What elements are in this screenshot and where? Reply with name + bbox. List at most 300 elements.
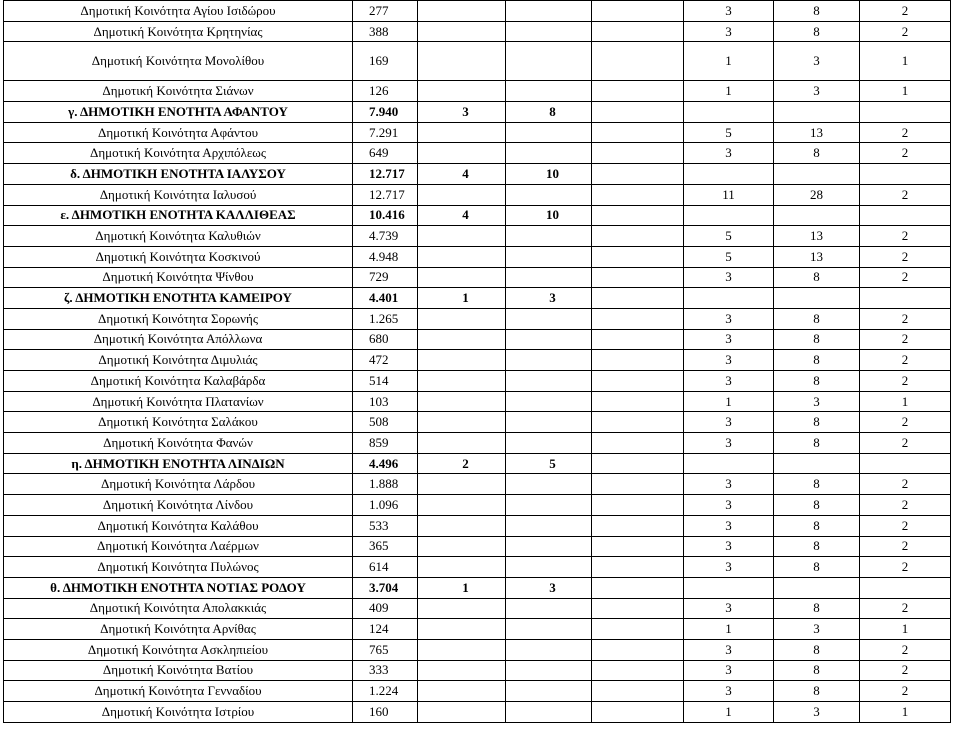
council-seats-cell — [418, 681, 506, 702]
community-seats-cell: 5 — [684, 122, 774, 143]
community-members-cell: 3 — [774, 702, 860, 723]
population-cell: 7.291 — [353, 122, 418, 143]
municipal-unit-row — [4, 164, 951, 185]
name-cell: Δημοτική Κοινότητα Καλαβάρδα — [4, 371, 353, 392]
council-members-cell — [506, 474, 592, 495]
community-members-cell: 8 — [774, 681, 860, 702]
community-members-cell: 8 — [774, 515, 860, 536]
name-cell: Δημοτική Κοινότητα Απολακκιάς — [4, 598, 353, 619]
community-members-cell — [774, 577, 860, 598]
community-seats-cell: 3 — [684, 639, 774, 660]
community-reps-cell: 1 — [860, 619, 951, 640]
council-seats-cell — [418, 122, 506, 143]
community-seats-cell: 11 — [684, 184, 774, 205]
council-members-cell — [506, 308, 592, 329]
community-seats-cell — [684, 453, 774, 474]
name-cell: Δημοτική Κοινότητα Πλατανίων — [4, 391, 353, 412]
name-cell: Δημοτική Κοινότητα Μονολίθου — [4, 42, 353, 81]
council-seats-cell — [418, 495, 506, 516]
community-reps-cell: 2 — [860, 515, 951, 536]
council-members-cell — [506, 515, 592, 536]
community-row — [4, 42, 951, 81]
name-cell: ε. ΔΗΜΟΤΙΚΗ ΕΝΟΤΗΤΑ ΚΑΛΛΙΘΕΑΣ — [4, 205, 353, 226]
community-seats-cell: 3 — [684, 557, 774, 578]
council-seats-cell — [418, 143, 506, 164]
council-members-cell: 5 — [506, 453, 592, 474]
council-members-cell — [506, 702, 592, 723]
community-reps-cell: 2 — [860, 21, 951, 42]
community-seats-cell: 1 — [684, 81, 774, 102]
empty-cell — [592, 495, 684, 516]
community-seats-cell: 1 — [684, 391, 774, 412]
council-seats-cell: 4 — [418, 164, 506, 185]
community-row — [4, 536, 951, 557]
community-reps-cell: 2 — [860, 433, 951, 454]
community-members-cell — [774, 164, 860, 185]
population-cell: 1.265 — [353, 308, 418, 329]
community-seats-cell: 3 — [684, 412, 774, 433]
community-row — [4, 184, 951, 205]
council-members-cell — [506, 143, 592, 164]
council-members-cell — [506, 329, 592, 350]
population-cell: 7.940 — [353, 102, 418, 123]
community-row — [4, 639, 951, 660]
name-cell: Δημοτική Κοινότητα Αρχιπόλεως — [4, 143, 353, 164]
empty-cell — [592, 350, 684, 371]
name-cell: Δημοτική Κοινότητα Καλυθιών — [4, 226, 353, 247]
community-members-cell: 3 — [774, 619, 860, 640]
council-seats-cell — [418, 308, 506, 329]
community-seats-cell: 1 — [684, 42, 774, 81]
community-seats-cell: 3 — [684, 308, 774, 329]
name-cell: Δημοτική Κοινότητα Καλάθου — [4, 515, 353, 536]
community-seats-cell: 3 — [684, 495, 774, 516]
council-members-cell — [506, 433, 592, 454]
population-cell: 388 — [353, 21, 418, 42]
empty-cell — [592, 577, 684, 598]
community-seats-cell: 3 — [684, 1, 774, 22]
community-seats-cell: 3 — [684, 474, 774, 495]
council-seats-cell — [418, 371, 506, 392]
community-seats-cell: 3 — [684, 536, 774, 557]
community-reps-cell: 1 — [860, 391, 951, 412]
council-members-cell — [506, 660, 592, 681]
population-cell: 365 — [353, 536, 418, 557]
community-row — [4, 681, 951, 702]
council-members-cell — [506, 42, 592, 81]
community-members-cell: 8 — [774, 474, 860, 495]
empty-cell — [592, 143, 684, 164]
name-cell: θ. ΔΗΜΟΤΙΚΗ ΕΝΟΤΗΤΑ ΝΟΤΙΑΣ ΡΟΔΟΥ — [4, 577, 353, 598]
population-cell: 169 — [353, 42, 418, 81]
community-reps-cell: 1 — [860, 702, 951, 723]
council-seats-cell: 1 — [418, 577, 506, 598]
empty-cell — [592, 453, 684, 474]
name-cell: Δημοτική Κοινότητα Κρητηνίας — [4, 21, 353, 42]
empty-cell — [592, 205, 684, 226]
community-members-cell: 13 — [774, 122, 860, 143]
empty-cell — [592, 102, 684, 123]
community-members-cell: 13 — [774, 246, 860, 267]
community-members-cell: 3 — [774, 391, 860, 412]
population-cell: 533 — [353, 515, 418, 536]
council-seats-cell: 1 — [418, 288, 506, 309]
community-reps-cell: 2 — [860, 681, 951, 702]
community-row — [4, 143, 951, 164]
population-cell: 1.888 — [353, 474, 418, 495]
empty-cell — [592, 639, 684, 660]
community-reps-cell: 2 — [860, 371, 951, 392]
council-seats-cell — [418, 391, 506, 412]
community-row — [4, 660, 951, 681]
empty-cell — [592, 681, 684, 702]
council-seats-cell — [418, 619, 506, 640]
name-cell: Δημοτική Κοινότητα Αφάντου — [4, 122, 353, 143]
population-cell: 4.739 — [353, 226, 418, 247]
population-cell: 126 — [353, 81, 418, 102]
community-seats-cell: 3 — [684, 681, 774, 702]
community-reps-cell: 2 — [860, 495, 951, 516]
population-cell: 333 — [353, 660, 418, 681]
population-cell: 514 — [353, 371, 418, 392]
population-cell: 4.496 — [353, 453, 418, 474]
population-cell: 12.717 — [353, 164, 418, 185]
council-seats-cell — [418, 1, 506, 22]
community-members-cell: 8 — [774, 536, 860, 557]
community-seats-cell — [684, 288, 774, 309]
population-cell: 1.096 — [353, 495, 418, 516]
community-seats-cell — [684, 577, 774, 598]
council-members-cell: 3 — [506, 288, 592, 309]
empty-cell — [592, 371, 684, 392]
council-members-cell: 10 — [506, 205, 592, 226]
council-members-cell: 8 — [506, 102, 592, 123]
community-reps-cell: 2 — [860, 412, 951, 433]
council-members-cell — [506, 350, 592, 371]
name-cell: Δημοτική Κοινότητα Απόλλωνα — [4, 329, 353, 350]
council-members-cell: 3 — [506, 577, 592, 598]
empty-cell — [592, 557, 684, 578]
community-reps-cell: 2 — [860, 598, 951, 619]
community-members-cell: 3 — [774, 81, 860, 102]
population-cell: 103 — [353, 391, 418, 412]
population-cell: 10.416 — [353, 205, 418, 226]
empty-cell — [592, 308, 684, 329]
community-seats-cell: 3 — [684, 598, 774, 619]
council-seats-cell — [418, 350, 506, 371]
name-cell: Δημοτική Κοινότητα Λάρδου — [4, 474, 353, 495]
council-seats-cell — [418, 702, 506, 723]
community-seats-cell: 3 — [684, 660, 774, 681]
community-members-cell: 8 — [774, 267, 860, 288]
population-cell: 508 — [353, 412, 418, 433]
council-seats-cell — [418, 639, 506, 660]
empty-cell — [592, 619, 684, 640]
community-row — [4, 412, 951, 433]
council-members-cell — [506, 81, 592, 102]
population-cell: 4.401 — [353, 288, 418, 309]
community-reps-cell: 2 — [860, 267, 951, 288]
council-members-cell — [506, 639, 592, 660]
council-seats-cell: 4 — [418, 205, 506, 226]
population-cell: 859 — [353, 433, 418, 454]
population-cell: 649 — [353, 143, 418, 164]
community-members-cell: 8 — [774, 557, 860, 578]
community-reps-cell — [860, 577, 951, 598]
council-members-cell — [506, 184, 592, 205]
empty-cell — [592, 122, 684, 143]
population-cell: 160 — [353, 702, 418, 723]
empty-cell — [592, 42, 684, 81]
community-members-cell — [774, 288, 860, 309]
community-members-cell: 8 — [774, 308, 860, 329]
council-seats-cell — [418, 246, 506, 267]
community-reps-cell — [860, 288, 951, 309]
municipal-unit-row — [4, 102, 951, 123]
community-members-cell: 8 — [774, 495, 860, 516]
name-cell: Δημοτική Κοινότητα Σιάνων — [4, 81, 353, 102]
empty-cell — [592, 81, 684, 102]
community-seats-cell — [684, 205, 774, 226]
community-reps-cell — [860, 453, 951, 474]
empty-cell — [592, 660, 684, 681]
council-seats-cell — [418, 515, 506, 536]
community-row — [4, 21, 951, 42]
council-seats-cell: 3 — [418, 102, 506, 123]
community-seats-cell: 1 — [684, 702, 774, 723]
community-row — [4, 495, 951, 516]
name-cell: Δημοτική Κοινότητα Λίνδου — [4, 495, 353, 516]
community-members-cell: 8 — [774, 21, 860, 42]
community-members-cell: 8 — [774, 598, 860, 619]
name-cell: Δημοτική Κοινότητα Ιστρίου — [4, 702, 353, 723]
municipal-unit-row — [4, 453, 951, 474]
council-members-cell — [506, 681, 592, 702]
community-reps-cell — [860, 164, 951, 185]
municipal-communities-table — [3, 0, 951, 723]
council-members-cell — [506, 21, 592, 42]
name-cell: Δημοτική Κοινότητα Αρνίθας — [4, 619, 353, 640]
community-seats-cell: 3 — [684, 350, 774, 371]
community-seats-cell: 3 — [684, 267, 774, 288]
community-members-cell: 28 — [774, 184, 860, 205]
community-row — [4, 515, 951, 536]
council-members-cell — [506, 371, 592, 392]
name-cell: Δημοτική Κοινότητα Πυλώνος — [4, 557, 353, 578]
council-seats-cell — [418, 660, 506, 681]
population-cell: 12.717 — [353, 184, 418, 205]
population-cell: 3.704 — [353, 577, 418, 598]
name-cell: Δημοτική Κοινότητα Γενναδίου — [4, 681, 353, 702]
council-members-cell — [506, 1, 592, 22]
community-reps-cell: 2 — [860, 557, 951, 578]
council-seats-cell — [418, 536, 506, 557]
community-reps-cell: 1 — [860, 42, 951, 81]
community-row — [4, 122, 951, 143]
community-row — [4, 81, 951, 102]
council-seats-cell — [418, 598, 506, 619]
council-members-cell: 10 — [506, 164, 592, 185]
table-body — [4, 1, 951, 723]
council-seats-cell — [418, 226, 506, 247]
empty-cell — [592, 267, 684, 288]
council-members-cell — [506, 246, 592, 267]
community-reps-cell: 2 — [860, 329, 951, 350]
municipal-unit-row — [4, 205, 951, 226]
community-row — [4, 619, 951, 640]
community-seats-cell: 3 — [684, 21, 774, 42]
name-cell: Δημοτική Κοινότητα Λαέρμων — [4, 536, 353, 557]
name-cell: Δημοτική Κοινότητα Ιαλυσού — [4, 184, 353, 205]
community-reps-cell — [860, 102, 951, 123]
empty-cell — [592, 246, 684, 267]
name-cell: Δημοτική Κοινότητα Κοσκινού — [4, 246, 353, 267]
community-reps-cell: 2 — [860, 1, 951, 22]
community-row — [4, 598, 951, 619]
council-members-cell — [506, 495, 592, 516]
community-row — [4, 1, 951, 22]
population-cell: 729 — [353, 267, 418, 288]
council-seats-cell — [418, 412, 506, 433]
empty-cell — [592, 164, 684, 185]
community-members-cell: 8 — [774, 371, 860, 392]
community-row — [4, 308, 951, 329]
community-members-cell: 8 — [774, 143, 860, 164]
community-members-cell — [774, 102, 860, 123]
population-cell: 680 — [353, 329, 418, 350]
municipal-unit-row — [4, 577, 951, 598]
community-reps-cell: 2 — [860, 184, 951, 205]
community-reps-cell: 2 — [860, 660, 951, 681]
council-seats-cell — [418, 557, 506, 578]
name-cell: Δημοτική Κοινότητα Φανών — [4, 433, 353, 454]
council-seats-cell — [418, 267, 506, 288]
council-members-cell — [506, 598, 592, 619]
community-seats-cell: 3 — [684, 433, 774, 454]
council-seats-cell: 2 — [418, 453, 506, 474]
population-cell: 614 — [353, 557, 418, 578]
community-row — [4, 350, 951, 371]
population-cell: 409 — [353, 598, 418, 619]
community-reps-cell: 2 — [860, 639, 951, 660]
name-cell: Δημοτική Κοινότητα Σαλάκου — [4, 412, 353, 433]
community-members-cell: 8 — [774, 660, 860, 681]
community-members-cell — [774, 205, 860, 226]
name-cell: Δημοτική Κοινότητα Αγίου Ισιδώρου — [4, 1, 353, 22]
community-row — [4, 391, 951, 412]
community-row — [4, 267, 951, 288]
community-reps-cell: 2 — [860, 308, 951, 329]
community-reps-cell: 1 — [860, 81, 951, 102]
council-seats-cell — [418, 21, 506, 42]
community-members-cell: 8 — [774, 1, 860, 22]
community-members-cell: 8 — [774, 639, 860, 660]
community-members-cell: 13 — [774, 226, 860, 247]
community-row — [4, 246, 951, 267]
community-seats-cell: 3 — [684, 329, 774, 350]
population-cell: 4.948 — [353, 246, 418, 267]
name-cell: Δημοτική Κοινότητα Ασκληπιείου — [4, 639, 353, 660]
community-row — [4, 329, 951, 350]
community-members-cell — [774, 453, 860, 474]
population-cell: 765 — [353, 639, 418, 660]
council-seats-cell — [418, 329, 506, 350]
empty-cell — [592, 433, 684, 454]
empty-cell — [592, 184, 684, 205]
community-reps-cell: 2 — [860, 143, 951, 164]
community-row — [4, 226, 951, 247]
community-reps-cell: 2 — [860, 350, 951, 371]
name-cell: γ. ΔΗΜΟΤΙΚΗ ΕΝΟΤΗΤΑ ΑΦΑΝΤΟΥ — [4, 102, 353, 123]
empty-cell — [592, 702, 684, 723]
empty-cell — [592, 391, 684, 412]
empty-cell — [592, 21, 684, 42]
population-cell: 277 — [353, 1, 418, 22]
municipal-unit-row — [4, 288, 951, 309]
community-seats-cell: 3 — [684, 143, 774, 164]
name-cell: δ. ΔΗΜΟΤΙΚΗ ΕΝΟΤΗΤΑ ΙΑΛΥΣΟΥ — [4, 164, 353, 185]
council-seats-cell — [418, 433, 506, 454]
community-seats-cell — [684, 164, 774, 185]
empty-cell — [592, 536, 684, 557]
council-members-cell — [506, 267, 592, 288]
community-row — [4, 702, 951, 723]
council-members-cell — [506, 557, 592, 578]
community-row — [4, 433, 951, 454]
name-cell: ζ. ΔΗΜΟΤΙΚΗ ΕΝΟΤΗΤΑ ΚΑΜΕΙΡΟΥ — [4, 288, 353, 309]
community-row — [4, 557, 951, 578]
community-members-cell: 8 — [774, 350, 860, 371]
community-reps-cell: 2 — [860, 474, 951, 495]
community-reps-cell: 2 — [860, 246, 951, 267]
empty-cell — [592, 1, 684, 22]
council-seats-cell — [418, 184, 506, 205]
name-cell: Δημοτική Κοινότητα Βατίου — [4, 660, 353, 681]
empty-cell — [592, 474, 684, 495]
name-cell: η. ΔΗΜΟΤΙΚΗ ΕΝΟΤΗΤΑ ΛΙΝΔΙΩΝ — [4, 453, 353, 474]
community-seats-cell: 1 — [684, 619, 774, 640]
name-cell: Δημοτική Κοινότητα Ψίνθου — [4, 267, 353, 288]
empty-cell — [592, 288, 684, 309]
community-reps-cell — [860, 205, 951, 226]
community-row — [4, 474, 951, 495]
empty-cell — [592, 329, 684, 350]
community-members-cell: 8 — [774, 329, 860, 350]
community-members-cell: 3 — [774, 42, 860, 81]
community-row — [4, 371, 951, 392]
council-seats-cell — [418, 474, 506, 495]
empty-cell — [592, 412, 684, 433]
empty-cell — [592, 515, 684, 536]
council-members-cell — [506, 619, 592, 640]
empty-cell — [592, 226, 684, 247]
community-seats-cell: 5 — [684, 226, 774, 247]
council-seats-cell — [418, 81, 506, 102]
population-cell: 472 — [353, 350, 418, 371]
council-members-cell — [506, 536, 592, 557]
community-reps-cell: 2 — [860, 122, 951, 143]
population-cell: 1.224 — [353, 681, 418, 702]
community-seats-cell — [684, 102, 774, 123]
community-reps-cell: 2 — [860, 226, 951, 247]
community-reps-cell: 2 — [860, 536, 951, 557]
name-cell: Δημοτική Κοινότητα Σορωνής — [4, 308, 353, 329]
council-members-cell — [506, 122, 592, 143]
empty-cell — [592, 598, 684, 619]
community-seats-cell: 3 — [684, 515, 774, 536]
council-members-cell — [506, 391, 592, 412]
council-seats-cell — [418, 42, 506, 81]
